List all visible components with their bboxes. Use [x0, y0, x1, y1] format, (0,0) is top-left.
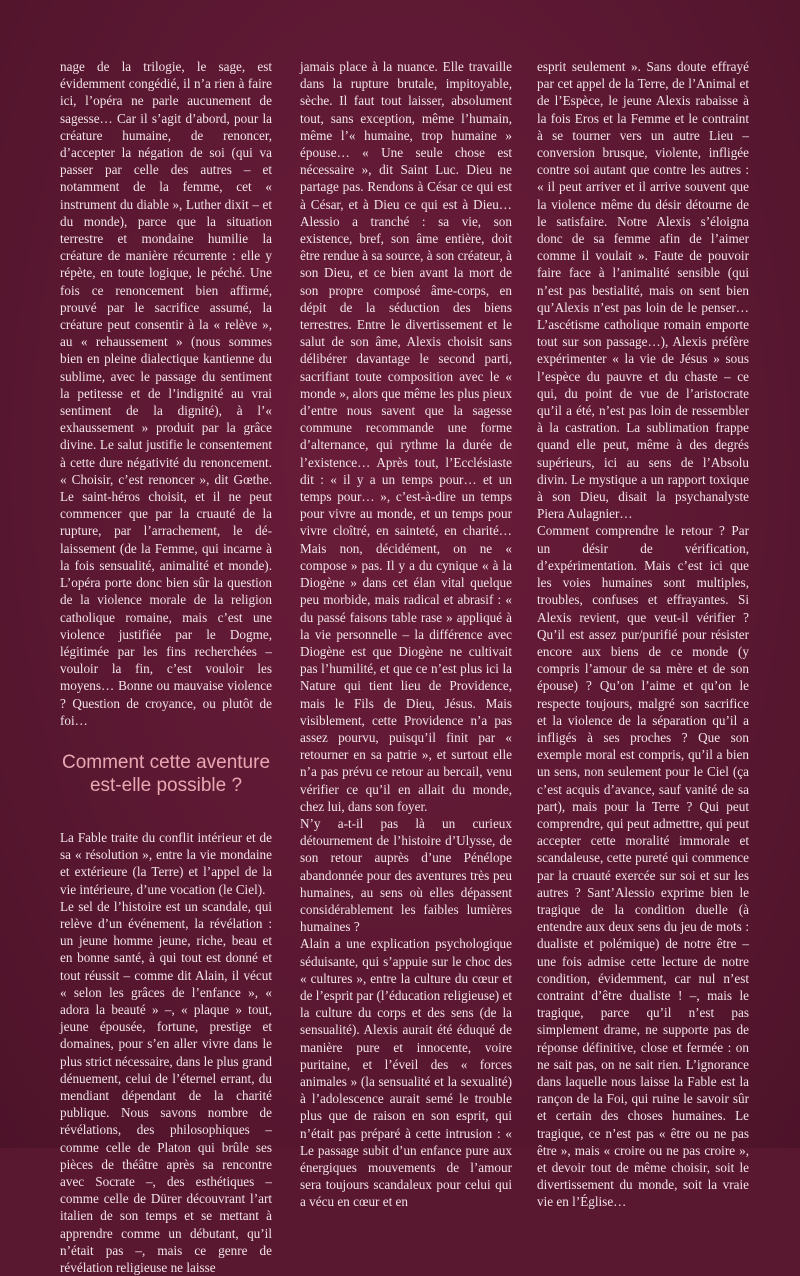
paragraph: La Fable traite du conflit intérieur et de sa « résolution », entre la vie mondaine et extérieure (la Terre) et l’appel de la vie intérieure, d’une vocation (le Ciel). [60, 829, 272, 897]
text-column-2 [300, 58, 512, 1211]
heading-line: est-elle possible ? [89, 774, 243, 796]
section-heading [60, 751, 272, 797]
heading-line: Comment cette aventure [61, 751, 271, 773]
text-column-3 [537, 58, 749, 1211]
text-column-1 [60, 58, 272, 1276]
paragraph: esprit seulement ». Sans doute effrayé par cet appel de la Terre, de l’Animal et de l’Espèce, le jeune Alexis rabaisse à la fois Eros et la Femme et le contraint à se tourner vers un autre Lieu – conversion brusque, violente, infligée contre soi autant que contre les autres : « il peut arriver et il arrive souvent que la violence même du désir détourne de le satisfaire. Notre Alexis s’éloigna donc de sa femme afin de l’aimer comme il voulait ». Faute de pouvoir faire face à l’animalité sensible (qui n’est pas bestialité, mais on sent bien qu’Alexis n’est pas loin de le penser… L’ascétisme catholique romain emporte tout sur son passage…), Alexis préfère expérimenter « la vie de Jésus » sous l’espèce du pauvre et du chaste – ce qui, du point de vue de l’aristocrate qu’il a été, n’est pas loin de ressembler à la castration. La sublimation frappe quand elle peut, même à des degrés supérieurs, ici au sens de l’Absolu divin. Le mystique a un rapport toxique à son Dieu, disait la psychanalyste Piera Aulagnier… [537, 59, 749, 522]
paragraph: Le sel de l’histoire est un scandale, qui relève d’un événement, la révélation : un jeune homme jeune, riche, beau et en bonne santé, à qui tout est donné et tout réussit – comme dit Alain, il vécut « selon les grâces de l’enfance », « adora la beauté » –, « plaque » tout, jeune épousée, fortune, prestige et domaines, pour s’en aller vivre dans le plus strict nécessaire, dans le plus grand dénuement, celui de l’éternel errant, du mendiant dépendant de la charité publique. Nous savons nombre de révélations, des philosophiques – comme celle de Platon qui brûle ses pièces de théâtre après sa rencontre avec Socrate –, des esthétiques – comme celle de Dürer découvrant l’art italien de son temps et se mettant à apprendre comme un débutant, qu’il n’était pas –, mais ce genre de révélation religieuse ne laisse [60, 898, 272, 1275]
paragraph: jamais place à la nuance. Elle travaille dans la rupture brutale, impitoyable, sèche. Il faut tout laisser, absolument tout, sans exception, même l’humain, même l’« humaine, trop humaine » épouse… « Une seule chose est nécessaire », dit Saint Luc. Dieu ne partage pas. Rendons à César ce qui est à César, et à Dieu ce qui est à Dieu… Alessio a tranché : sa vie, son existence, bref, son âme entière, doit être rendue à sa source, à son créateur, à son Dieu, et ce bien avant la mort de son propre composé âme-corps, en dépit de la séduction des biens terrestres. Entre le divertissement et le salut de son âme, Alexis choisit sans délibérer davantage le second parti, sacrifiant toute composition avec le « monde », alors que même les plus pieux d’entre nous savent que la sagesse commune recommande une forme d’alternance, qui rythme la durée de l’existence… Après tout, l’Ecclésiaste dit : « il y a un temps pour… et un temps pour… », c’est-à-dire un temps pour vivre au monde, et un temps pour vivre cloîtré, en sainteté, en charité… Mais non, décidément, on ne « compose » pas. Il y a du cynique « à la Diogène » dans cet élan vital quelque peu morbide, mais radical et abrasif : « du passé faisons table rase » appliqué à la vie personnelle – la différence avec Diogène est que Diogène ne cultivait pas l’humilité, et que ce n’est plus ici la Nature qui tient lieu de Providence, mais le Fils de Dieu, Jésus. Mais visiblement, cette Providence n’a pas assez pourvu, puisqu’il finit par « retourner en sa patrie », et surtout elle n’a pas prévu ce retour au bercail, venu vérifier ce qu’il en allait du monde, chez lui, dans son foyer. [300, 59, 512, 814]
paragraph: Comment comprendre le retour ? Par un désir de vérification, d’expérimentation. Mais c’est ici que les voies humaines sont multiples, troubles, confuses et effrayantes. Si Alexis revient, que veut-il vérifier ? Qu’il est assez pur/purifié pour résister encore aux biens de ce monde (y compris l’amour de sa mère et de son épouse) ? Qu’on l’aime et qu’on le respecte toujours, malgré son sacrifice et la violence de la séparation qu’il a infligés à ses proches ? Que son exemple moral est compris, qu’il a bien un sens, non seulement pour le Ciel (ça c’est acquis d’avance, sauf vanité de sa part), mais pour la Terre ? Qui peut comprendre, qui peut admettre, qui peut accepter cette moralité immorale et scandaleuse, cette pureté qui commence par la cruauté exercée sur soi et sur les autres ? Sant’Alessio exprime bien le tragique de la condition duelle (à entendre aux deux sens du jeu de mots : dualiste et polémique) de notre être – une fois admise cette lecture de notre condition, évidemment, car nul n’est contraint d’être dualiste ! –, mais le tragique, parce qu’il n’est pas simplement drame, ne supporte pas de réponse définitive, close et fermée : on ne sait pas, on ne sait rien. L’ignorance dans laquelle nous laisse la Fable est la rançon de la Foi, qui ruine le savoir sûr et certain des choses humaines. Le tragique, ce n’est pas « être ou ne pas être », mais « croire ou ne pas croire », et devoir tout de même choisir, soit le divertissement du monde, soit la vraie vie en l’Église… [537, 523, 749, 1210]
paragraph: N’y a-t-il pas là un curieux détournement de l’histoire d’Ulysse, de son retour auprès d’une Pénélope abandonnée pour des aventures très peu humaines, au sens où elles dépassent considérablement les faibles lumières humaines ? [300, 815, 512, 935]
paragraph: Alain a une explication psychologique séduisante, qui s’appuie sur le choc des « cultures », entre la culture du cœur et de l’esprit par (l’éducation religieuse) et la culture du corps et des sens (de la sensualité). Alexis aurait été éduqué de manière pure et innocente, voire puritaine, et l’éveil des « forces animales » (la sensualité et la sexualité) à l’adolescence aurait semé le trouble plus que de raison en son esprit, qui n’était pas préparé à cette intrusion : « Le passage subit d’un enfance pure aux énergiques mouvements de l’amour sera toujours scandaleux pour celui qui a vécu en cœur et en [300, 936, 513, 1210]
paragraph: nage de la trilogie, le sage, est évidemment congédié, il n’a rien à faire ici, l’opéra ne parle aucunement de sagesse… Car il s’agit d’abord, pour la créature humaine, de renoncer, d’accepter la négation de soi (qui va passer par celle des autres – et notamment de la femme, cet « instrument du diable », Luther dixit – et du monde), parce que la situation terrestre et mondaine humilie la créature de manière récurrente : elle y répète, en toute logique, le péché. Une fois ce renoncement bien affirmé, prouvé par le sacrifice assumé, la créature peut consentir à la « relève », au « rehaussement » (nous sommes bien en pleine dialectique kantienne du sublime, avec le passage du sentiment la petitesse et de l’indignité au vrai sentiment de la dignité), à l’« exhaussement » produit par la grâce divine. Le salut justifie le consentement à cette dure négativité du renoncement. « Choisir, c’est renoncer », dit Gœthe. Le saint-héros choisit, et il ne peut commencer que par la cruauté de la rupture, par l’arrachement, le dé-laissement (de la Femme, qui incarne à la fois sensualité, animalité et monde). L’opéra porte donc bien sûr la question de la violence morale de la religion catholique romaine, mais c’est une violence justifiée par le Dogme, légitimée par les fins recherchées – vouloir la fin, c’est vouloir les moyens… Bonne ou mauvaise violence ? Question de croyance, ou plutôt de foi… [60, 59, 272, 728]
